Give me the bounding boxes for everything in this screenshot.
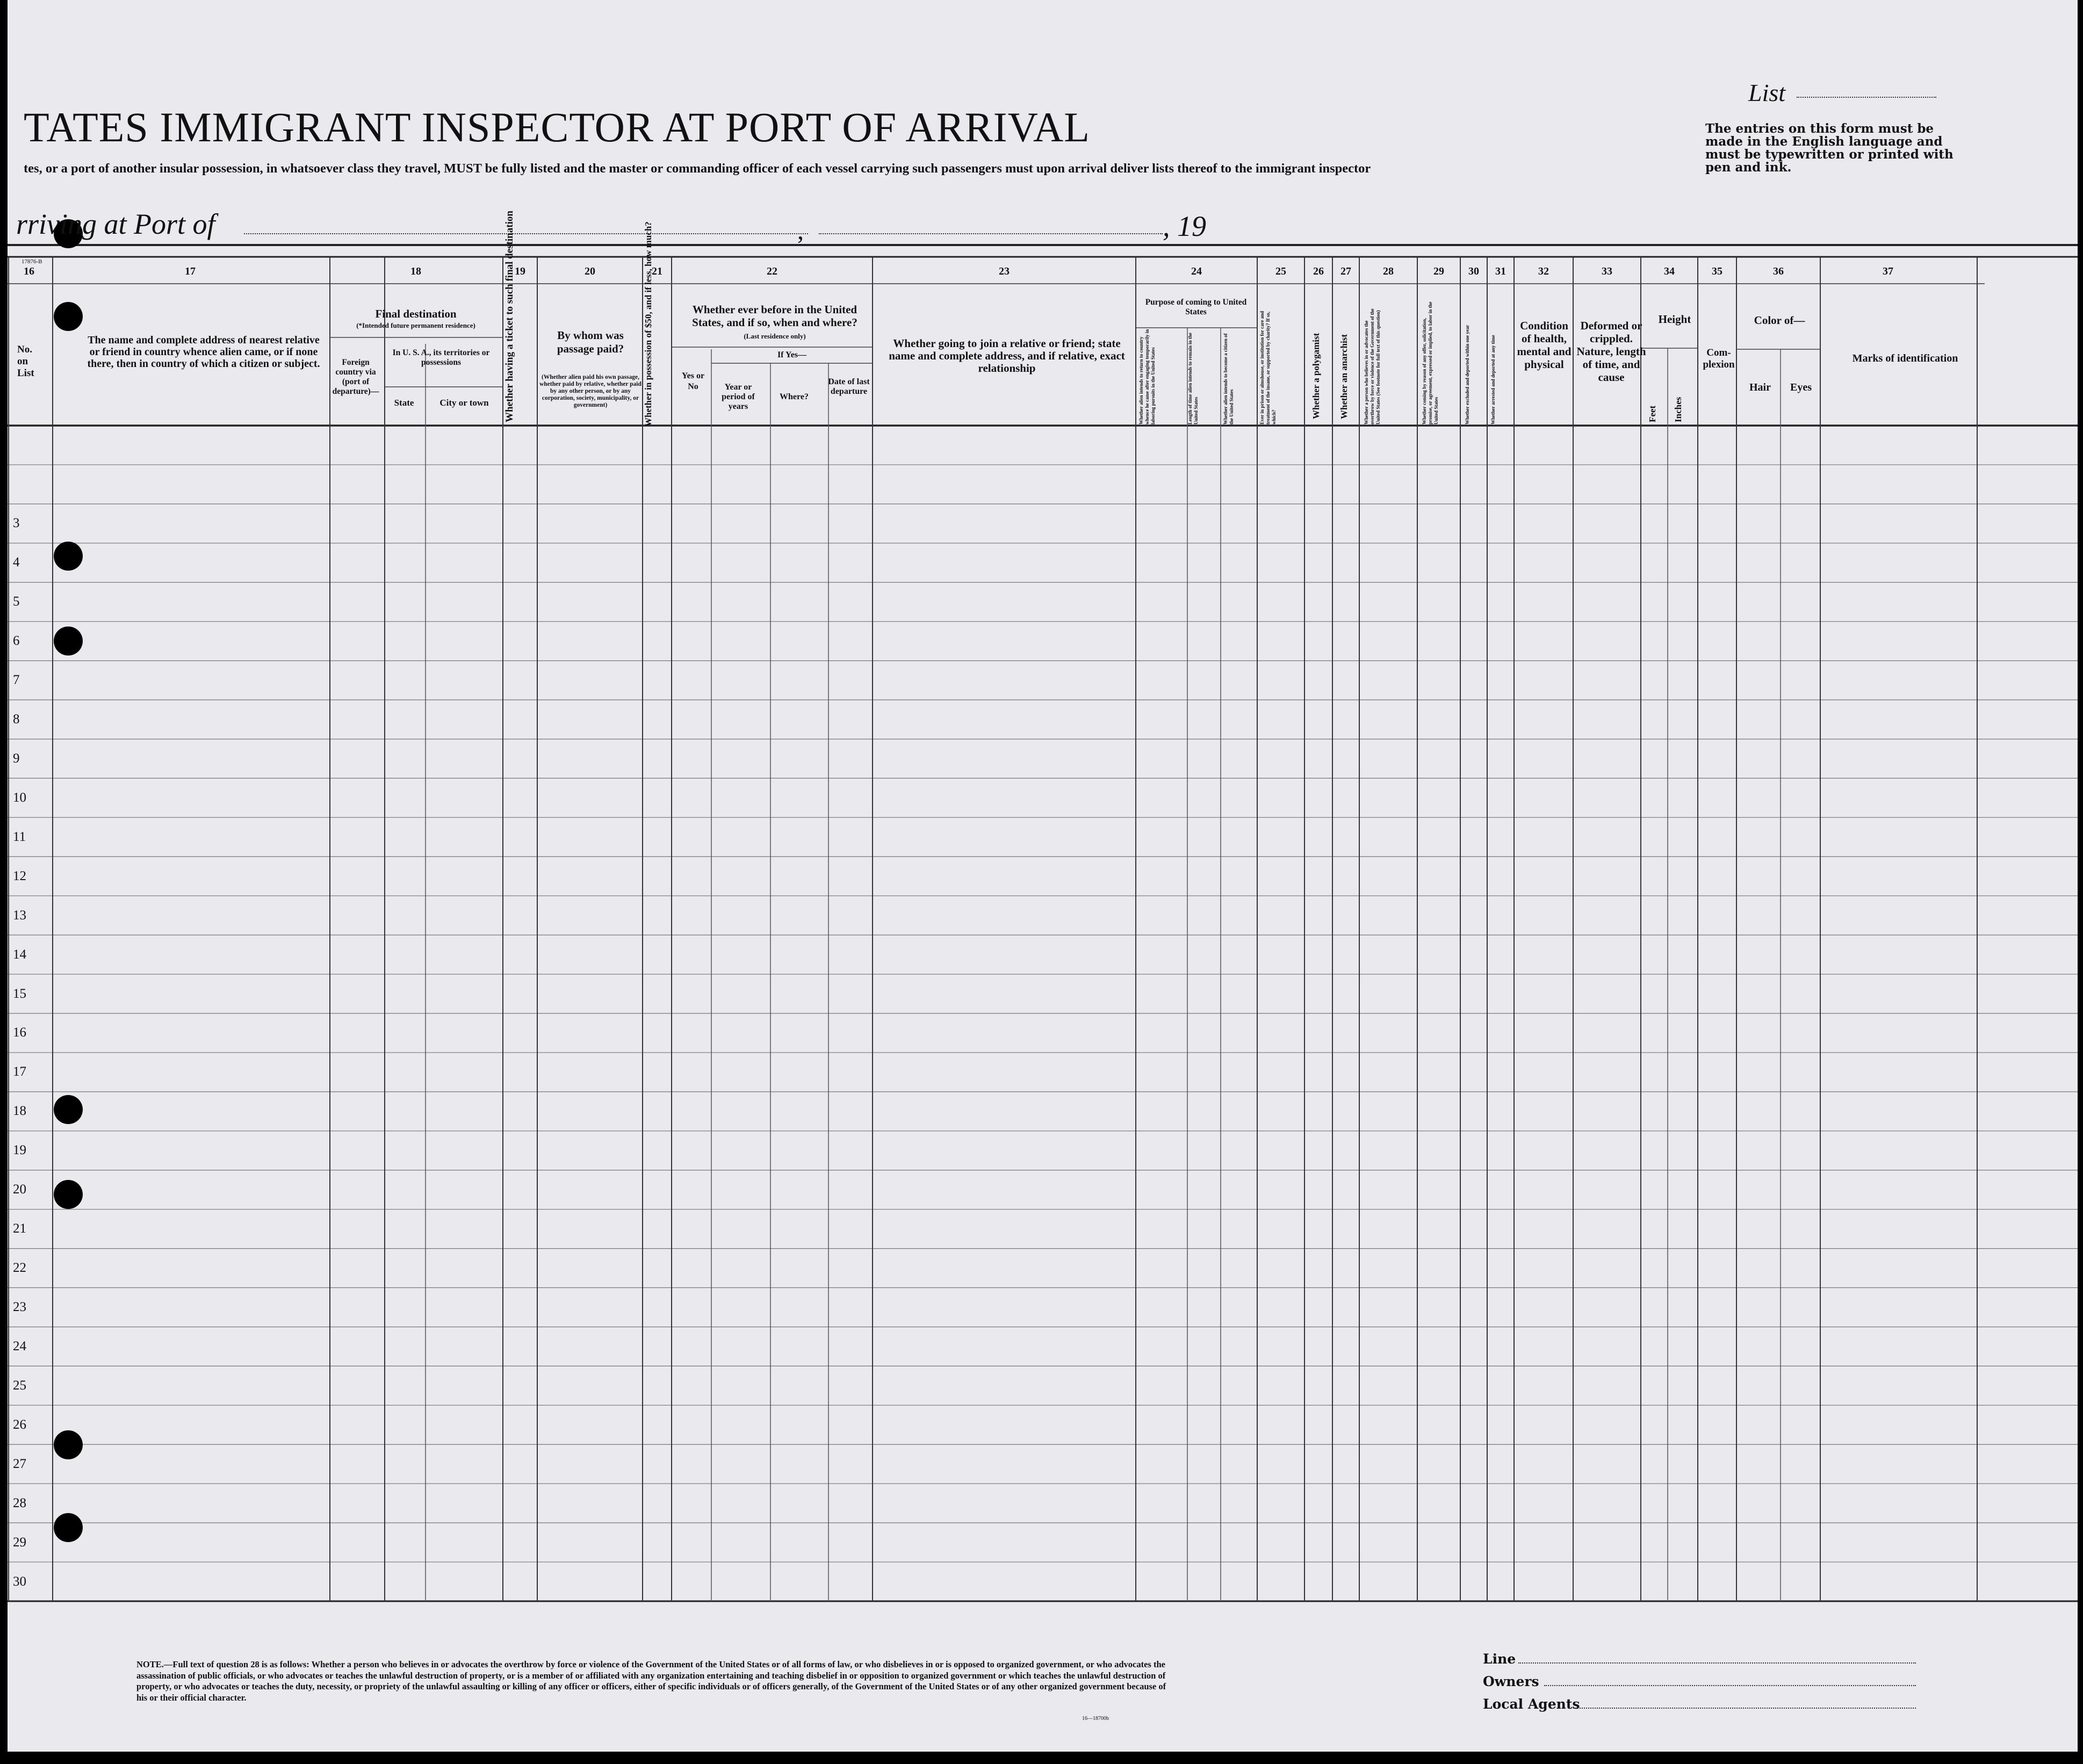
header-prison: Ever in prison or almshouse, or institution for care and treatment of the insane, or supported by charity? If so, which? xyxy=(1259,311,1277,424)
header-possession-50: Whether in possession of $50, and if less, how much? xyxy=(643,221,653,427)
row-number: 18 xyxy=(13,1104,26,1119)
header-foreign-country: Foreign country via (port of departure)— xyxy=(332,358,379,396)
header-purpose-citizen: Whether alien intends to become a citizen of the United States xyxy=(1223,333,1234,424)
header-state: State xyxy=(394,398,414,408)
column-number-27: 27 xyxy=(1340,265,1351,277)
row-number: 17 xyxy=(13,1064,26,1079)
header-hair: Hair xyxy=(1749,381,1771,393)
header-city-town: City or town xyxy=(439,398,489,408)
row-number: 19 xyxy=(13,1143,26,1158)
local-agents-field[interactable] xyxy=(1574,1708,1916,1709)
column-number-16: 16 xyxy=(24,265,34,277)
entry-instructions: The entries on this form must be made in the English language and must be typewritten or printed with pen and ink. xyxy=(1705,121,1954,175)
header-marks-identification: Marks of identification xyxy=(1852,352,1958,364)
header-passage-paid-sub: (Whether alien paid his own passage, whether paid by relative, whether paid by any other person, or by any corporation, society, municipality, or government) xyxy=(539,374,642,408)
header-if-yes: If Yes— xyxy=(777,350,807,359)
header-complexion: Com- plexion xyxy=(1703,347,1735,370)
header-arrested: Whether arrested and deported at any time xyxy=(1490,335,1496,424)
row-number: 14 xyxy=(13,947,26,962)
punch-hole-1 xyxy=(54,302,83,331)
row-number: 13 xyxy=(13,908,26,923)
column-number-37: 37 xyxy=(1883,265,1893,277)
local-agents-label: Local Agents xyxy=(1483,1696,1580,1712)
row-number: 9 xyxy=(13,751,20,766)
row-number: 29 xyxy=(13,1535,26,1550)
column-number-24: 24 xyxy=(1191,265,1202,277)
row-number: 25 xyxy=(13,1378,26,1393)
footer-form-code: 16—18700b xyxy=(1082,1716,1109,1722)
row-number: 27 xyxy=(13,1456,26,1471)
header-nearest-relative: The name and complete address of nearest relative or friend in country whence alien came, or if none there, then in country of which a citizen or subject. xyxy=(87,334,320,370)
punch-hole-7 xyxy=(54,1513,83,1542)
list-label: List xyxy=(1748,79,1786,106)
header-ticket: Whether having a ticket to such final destination xyxy=(504,211,515,422)
row-number: 24 xyxy=(13,1338,26,1353)
column-number-36: 36 xyxy=(1773,265,1784,277)
row-number: 6 xyxy=(13,633,20,649)
column-number-29: 29 xyxy=(1433,265,1444,277)
port-field-line xyxy=(244,233,808,234)
column-number-34: 34 xyxy=(1664,265,1675,277)
column-number-28: 28 xyxy=(1383,265,1394,277)
punch-hole-2 xyxy=(54,542,83,571)
header-color-of: Color of— xyxy=(1754,314,1805,327)
header-health: Condition of health, mental and physical xyxy=(1517,319,1572,371)
column-number-32: 32 xyxy=(1538,265,1549,277)
row-number: 3 xyxy=(13,516,20,531)
punch-hole-4 xyxy=(54,1095,83,1124)
row-number: 30 xyxy=(13,1574,26,1589)
header-yes-or-no: Yes or No xyxy=(681,371,705,391)
line-field[interactable] xyxy=(1518,1662,1916,1664)
header-where: Where? xyxy=(780,392,809,401)
column-number-22: 22 xyxy=(767,265,777,277)
footnote-question-28: NOTE.—Full text of question 28 is as follows: Whether a person who believes in or advocates the overthrow by force or violence of the Government of the United States or of all forms of law, or who disbelieves in or is opposed to organized government, or who advocates the assassination of public officials, or who advocates or teaches the unlawful destruction of property, or is a member of or affiliated with any organization entertaining and teaching disbelief in or opposition to organized government or which teaches the unlawful destruction of property, or who advocates or teaches the duty, necessity, or propriety of the unlawful assaulting or killing of any officer or officers, either of specific individuals or of officers generally, of the Government of the United States or of any other organized government because of his or their official character. xyxy=(136,1659,1166,1703)
row-number: 20 xyxy=(13,1182,26,1197)
line-label: Line xyxy=(1483,1651,1516,1667)
column-number-25: 25 xyxy=(1275,265,1286,277)
header-purpose: Purpose of coming to United States xyxy=(1145,298,1247,316)
row-number: 28 xyxy=(13,1495,26,1510)
column-number-18: 18 xyxy=(410,265,421,277)
column-number-19: 19 xyxy=(515,265,525,277)
punch-hole-5 xyxy=(54,1180,83,1209)
header-join-relative: Whether going to join a relative or friend; state name and complete address, and if relative, exact relationship xyxy=(889,337,1125,375)
row-number: 21 xyxy=(13,1221,26,1236)
punch-hole-3 xyxy=(54,627,83,656)
header-final-destination-sub: (*Intended future permanent residence) xyxy=(356,321,475,329)
arriving-port-label: rriving at Port of xyxy=(16,208,215,240)
column-number-26: 26 xyxy=(1313,265,1324,277)
row-number: 8 xyxy=(13,712,20,726)
header-labor-offer: Whether coming by reason of any offer, solicitation, promise, or agreement, expressed or implied, to labor in the United States xyxy=(1422,301,1439,424)
header-in-usa: In U. S. A., its territories or possessions xyxy=(392,348,490,367)
manifest-form-page xyxy=(8,0,2078,1752)
row-number: 4 xyxy=(13,555,20,570)
page-subtitle: tes, or a port of another insular possession, in whatsoever class they travel, MUST be fully listed and the master or commanding officer of each vessel carrying such passengers must upon arrival deliver lists thereof to the immigrant inspector xyxy=(24,161,1371,176)
owners-label: Owners xyxy=(1483,1674,1539,1689)
header-year-period: Year or period of years xyxy=(722,383,755,411)
list-number-line xyxy=(1797,97,1936,98)
header-excluded: Whether excluded and deported within one year xyxy=(1465,325,1470,424)
row-number: 16 xyxy=(13,1025,26,1040)
header-date-last-departure: Date of last departure xyxy=(828,377,870,396)
header-height: Height xyxy=(1658,313,1691,326)
header-anarchist: Whether an anarchist xyxy=(1339,334,1349,419)
header-purpose-length: Length of time alien intends to remain in the United States xyxy=(1187,333,1199,424)
column-number-35: 35 xyxy=(1712,265,1722,277)
row-number: 26 xyxy=(13,1417,26,1432)
row-number: 23 xyxy=(13,1300,26,1314)
column-number-30: 30 xyxy=(1468,265,1479,277)
header-deformed: Deformed or crippled. Nature, length of time, and cause xyxy=(1576,319,1646,384)
header-purpose-return: Whether alien intends to return to country whence he came after engaging temporarily in laboring pursuits in the United States xyxy=(1138,329,1156,424)
page-title: TATES IMMIGRANT INSPECTOR AT PORT OF ARRIVAL xyxy=(24,104,1090,150)
header-ever-before-us: Whether ever before in the United States, and if so, when and where? xyxy=(692,303,857,329)
header-final-destination: Final destination xyxy=(375,307,457,320)
column-number-20: 20 xyxy=(585,265,595,277)
row-number: 10 xyxy=(13,790,26,805)
year-prefix: , 19 xyxy=(1163,210,1206,242)
punch-hole-6 xyxy=(54,1430,83,1459)
row-number: 11 xyxy=(13,829,26,844)
form-code: 17876-B xyxy=(21,258,42,265)
row-number: 12 xyxy=(13,868,26,883)
header-passage-paid: By whom was passage paid? xyxy=(557,329,624,355)
column-number-17: 17 xyxy=(185,265,196,277)
header-eyes: Eyes xyxy=(1790,381,1812,393)
column-number-23: 23 xyxy=(999,265,1010,277)
column-number-21: 21 xyxy=(652,265,662,277)
row-number: 7 xyxy=(13,673,20,688)
port-comma: , xyxy=(797,217,804,245)
row-number: 22 xyxy=(13,1261,26,1276)
owners-field[interactable] xyxy=(1544,1685,1916,1686)
column-number-31: 31 xyxy=(1495,265,1506,277)
header-feet: Feet xyxy=(1647,405,1657,422)
column-number-33: 33 xyxy=(1602,265,1612,277)
header-ever-before-sub: (Last residence only) xyxy=(744,332,806,340)
header-inches: Inches xyxy=(1673,397,1683,422)
row-number: 15 xyxy=(13,986,26,1001)
header-polygamist: Whether a polygamist xyxy=(1311,333,1321,419)
table-grid xyxy=(8,0,2078,1752)
row-number: 5 xyxy=(13,594,20,609)
header-no-on-list: No. on List xyxy=(17,344,34,379)
date-field-line xyxy=(819,233,1163,234)
header-overthrow: Whether a person who believes in or advocates the overthrow by force or violence of the Government of the United States (See footnote for full text of this question) xyxy=(1364,308,1381,424)
